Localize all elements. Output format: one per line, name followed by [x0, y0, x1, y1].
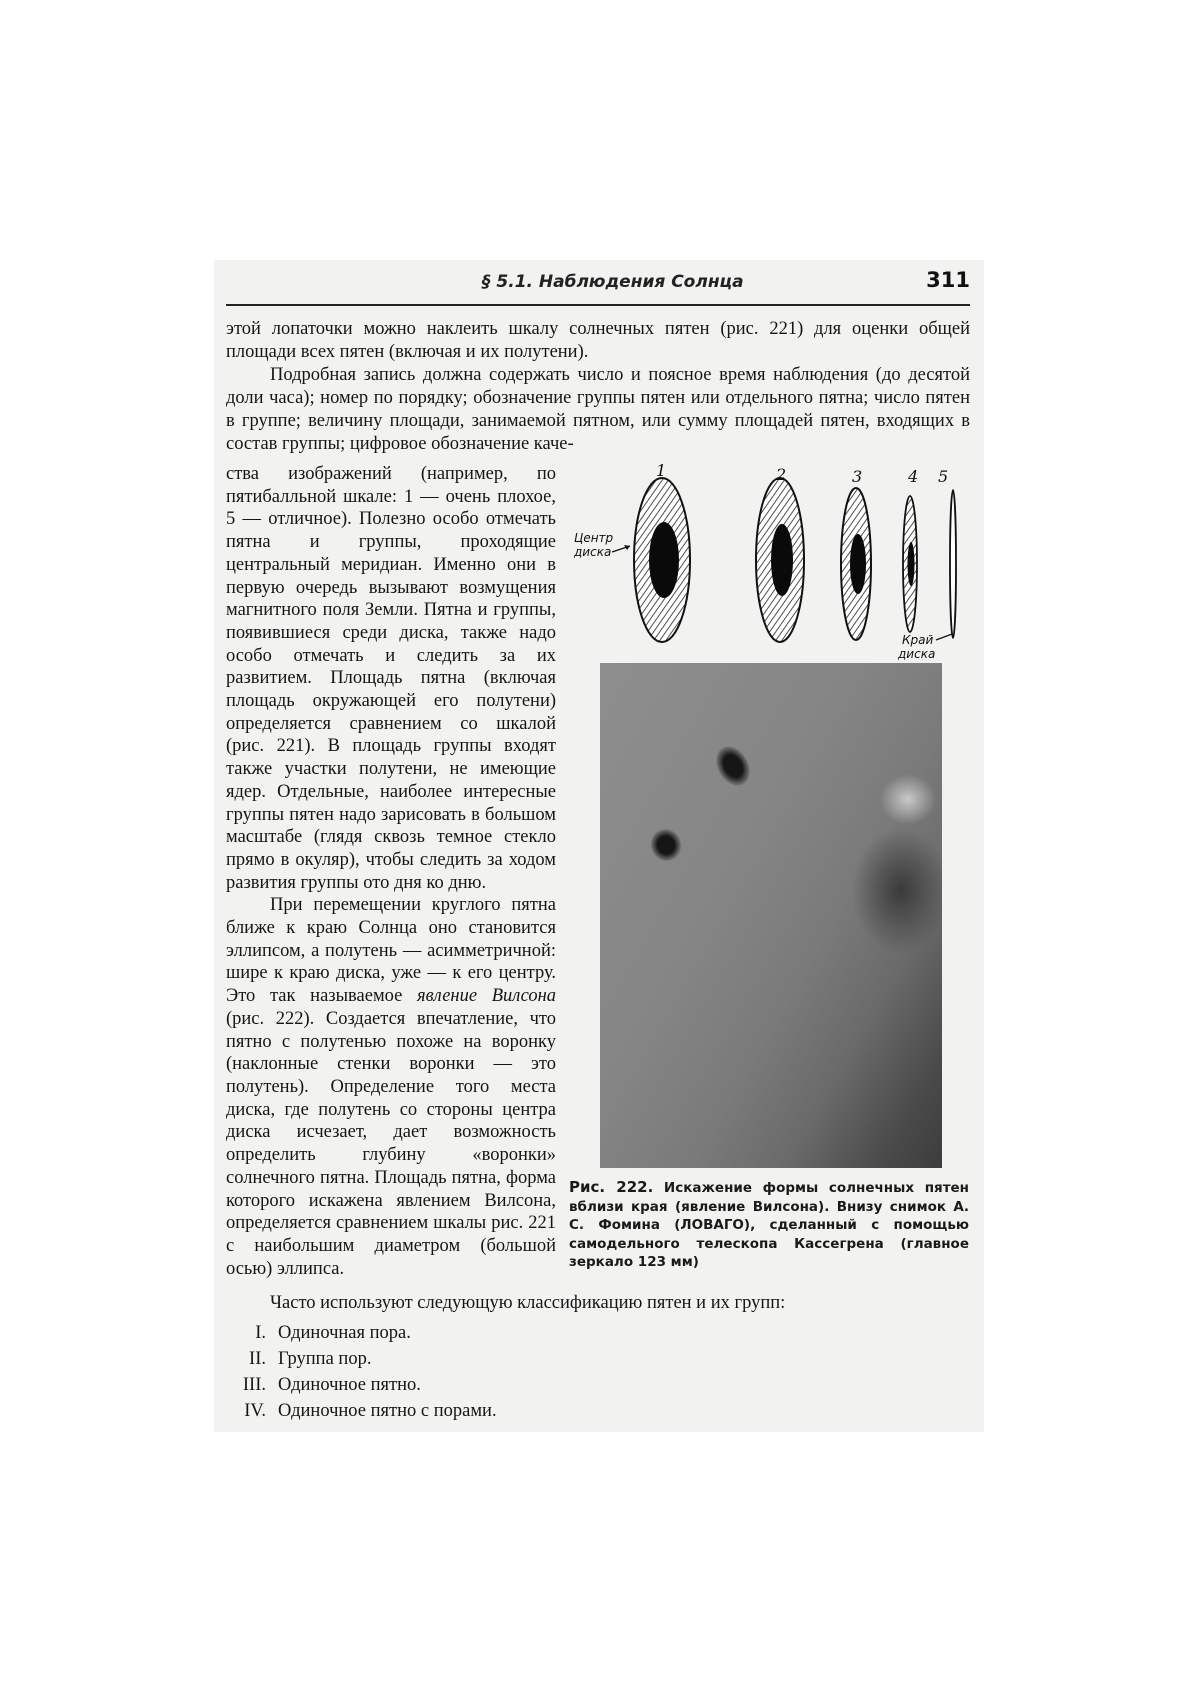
- wilson-effect-term: явление Вилсона: [417, 986, 556, 1007]
- edge-label-line2: диска: [898, 647, 936, 660]
- ellipse-label-1: 1: [656, 461, 667, 480]
- spot-ellipse-1: [634, 478, 690, 642]
- center-label-line1: Центр: [574, 531, 614, 545]
- edge-label-line1: Край: [902, 633, 934, 647]
- ellipse-label-3: 3: [852, 467, 863, 486]
- spot-ellipse-3: [841, 488, 871, 640]
- paragraph-3: При перемещении круглого пятна ближе к краю Солнца оно становится эллипсом, а полутень — асимметричной: шире к краю диска, уже — к его центру. Это так называемое явление Вилсона (рис. 222). Создается впечатление, что пятно с полутенью похоже на воронку (наклонные стенки воронки — это полутень). Определение того места диска, где полутень со стороны центра диска исчезает, дает возможность определить глубину «воронки» солнечного пятна. Площадь пятна, форма которого искажена явлением Вилсона, определяется сравнением шкалы рис. 221 с наибольшим диаметром (большой осью) эллипса.: [226, 895, 556, 1279]
- paragraph-4: Часто используют следующую классификацию пятен и их групп:: [270, 1293, 786, 1313]
- paragraph-2-top: Подробная запись должна содержать число и поясное время наблюдения (до десятой доли часа); номер по порядку; обозначение группы пятен или отдельного пятна; число пятен в группе; величину площади, занимаемой пятном, или сумму площадей пятен, входящих в состав группы; цифровое обозначение каче-: [226, 365, 970, 454]
- figure-caption-text: Искажение формы солнечных пятен вблизи края (явление Вилсона). Внизу снимок А. С. Фомина (ЛОВАГО), сделанный с помощью самодельного телескопа Кассегрена (главное зеркало 123 мм): [569, 1180, 970, 1270]
- running-header: [226, 268, 970, 306]
- left-column-text: [226, 463, 556, 1280]
- paragraph-2-continued: ства изображений (например, по пятибалльной шкале: 1 — очень плохое, 5 — отличное). Полезно особо отмечать пятна и группы, проходящие центральный меридиан. Именно они в первую очередь вызывают возмущения магнитного поля Земли. Пятна и группы, появившиеся среди диска, также надо особо отмечать и следить за их развитием. Площадь пятна (включая площадь окружающей его полутени) определяется сравнением со шкалой (рис. 221). В площадь группы входят также участки полутени, не имеющие ядер. Отдельные, наиболее интересные группы пятен надо зарисовать в большом масштабе (глядя сквозь темное стекло прямо в окуляр), чтобы следить за ходом развития группы ото дня ко дню.: [226, 464, 556, 893]
- ellipse-label-4: 4: [908, 467, 919, 486]
- figure-caption: [569, 1178, 969, 1272]
- ellipse-label-5: 5: [938, 467, 949, 486]
- spot-ellipse-2: [756, 478, 804, 642]
- page-number: 311: [926, 268, 970, 292]
- section-title: § 5.1. Наблюдения Солнца: [482, 272, 744, 292]
- wilson-effect-diagram: [572, 460, 972, 660]
- spot-ellipse-5: [950, 490, 956, 638]
- paragraph-1: этой лопаточки можно наклеить шкалу солнечных пятен (рис. 221) для оценки общей площади всех пятен (включая и их полутени).: [226, 319, 970, 362]
- spot-ellipse-4: [903, 496, 917, 632]
- sunspot-upper: [710, 740, 757, 791]
- sunspot-lower: [646, 825, 685, 865]
- figure-caption-label: Рис. 222.: [569, 1178, 654, 1196]
- sunspot-photograph: [600, 663, 942, 1168]
- edge-arrow: [936, 634, 952, 640]
- ellipse-label-2: 2: [776, 465, 787, 484]
- book-page: § 5.1. Наблюдения Солнца 311 этой лопаточки можно наклеить шкалу солнечных пятен (рис. 221) для оценки общей площади всех пятен (включая и их полутени). Подробная запись должна содержать число и поясное время наблюдения (до десятой доли часа); номер по порядку; обозначение группы пятен или отдельного пятна; число пятен в группе; величину площади, занимаемой пятном, или сумму площадей пятен, входящих в состав группы; цифровое обозначение каче- ства изображений (например, по пятибалльной шкале: 1 — очень плохое, 5 — отличное). Полезно особо отмечать пятна и группы, проходящие центральный меридиан. Именно они в первую очередь вызывают возмущения магнитного поля Земли. Пятна и группы, появившиеся среди диска, также надо особо отмечать и следить за их развитием. Площадь пятна (включая площадь окружающей его полутени) определяется сравнением со шкалой (рис. 221). В площадь группы входят также участки полутени, не имеющие ядер. Отдельные, наиболее интересные группы пятен надо зарисовать в большом масштабе (глядя сквозь темное стекло прямо в окуляр), чтобы следить за ходом развития группы ото дня ко дню. При перемещении круглого пятна ближе к краю Солнца оно становится эллипсом, а полутень — асимметричной: шире к краю диска, уже — к его центру. Это так называемое явление Вилсона (рис. 222). Создается впечатление, что пятно с полутенью похоже на воронку (наклонные стенки воронки — это полутень). Определение того места диска, где полутень со стороны центра диска исчезает, дает возможность определить глубину «воронки» солнечного пятна. Площадь пятна, форма которого искажена явлением Вилсона, определяется сравнением шкалы рис. 221 с наибольшим диаметром (большой осью) эллипса. 1 2 3 4 5 Центр диска Край диска Рис. 222. Искажение формы солнечных пятен вблизи края (явление Вилсона). Внизу снимок А. С. Фомина (ЛОВАГО), сделанный с помощью самодельного телескопа Кассегрена (главное зеркало 123 мм) Часто используют следующую классификацию пятен и их групп: I. Одиночная пора. II. Группа пор. III. Одиночное пятно. IV. Одиночное пятно с порами.: [226, 268, 970, 1421]
- center-label-line2: диска: [574, 545, 612, 559]
